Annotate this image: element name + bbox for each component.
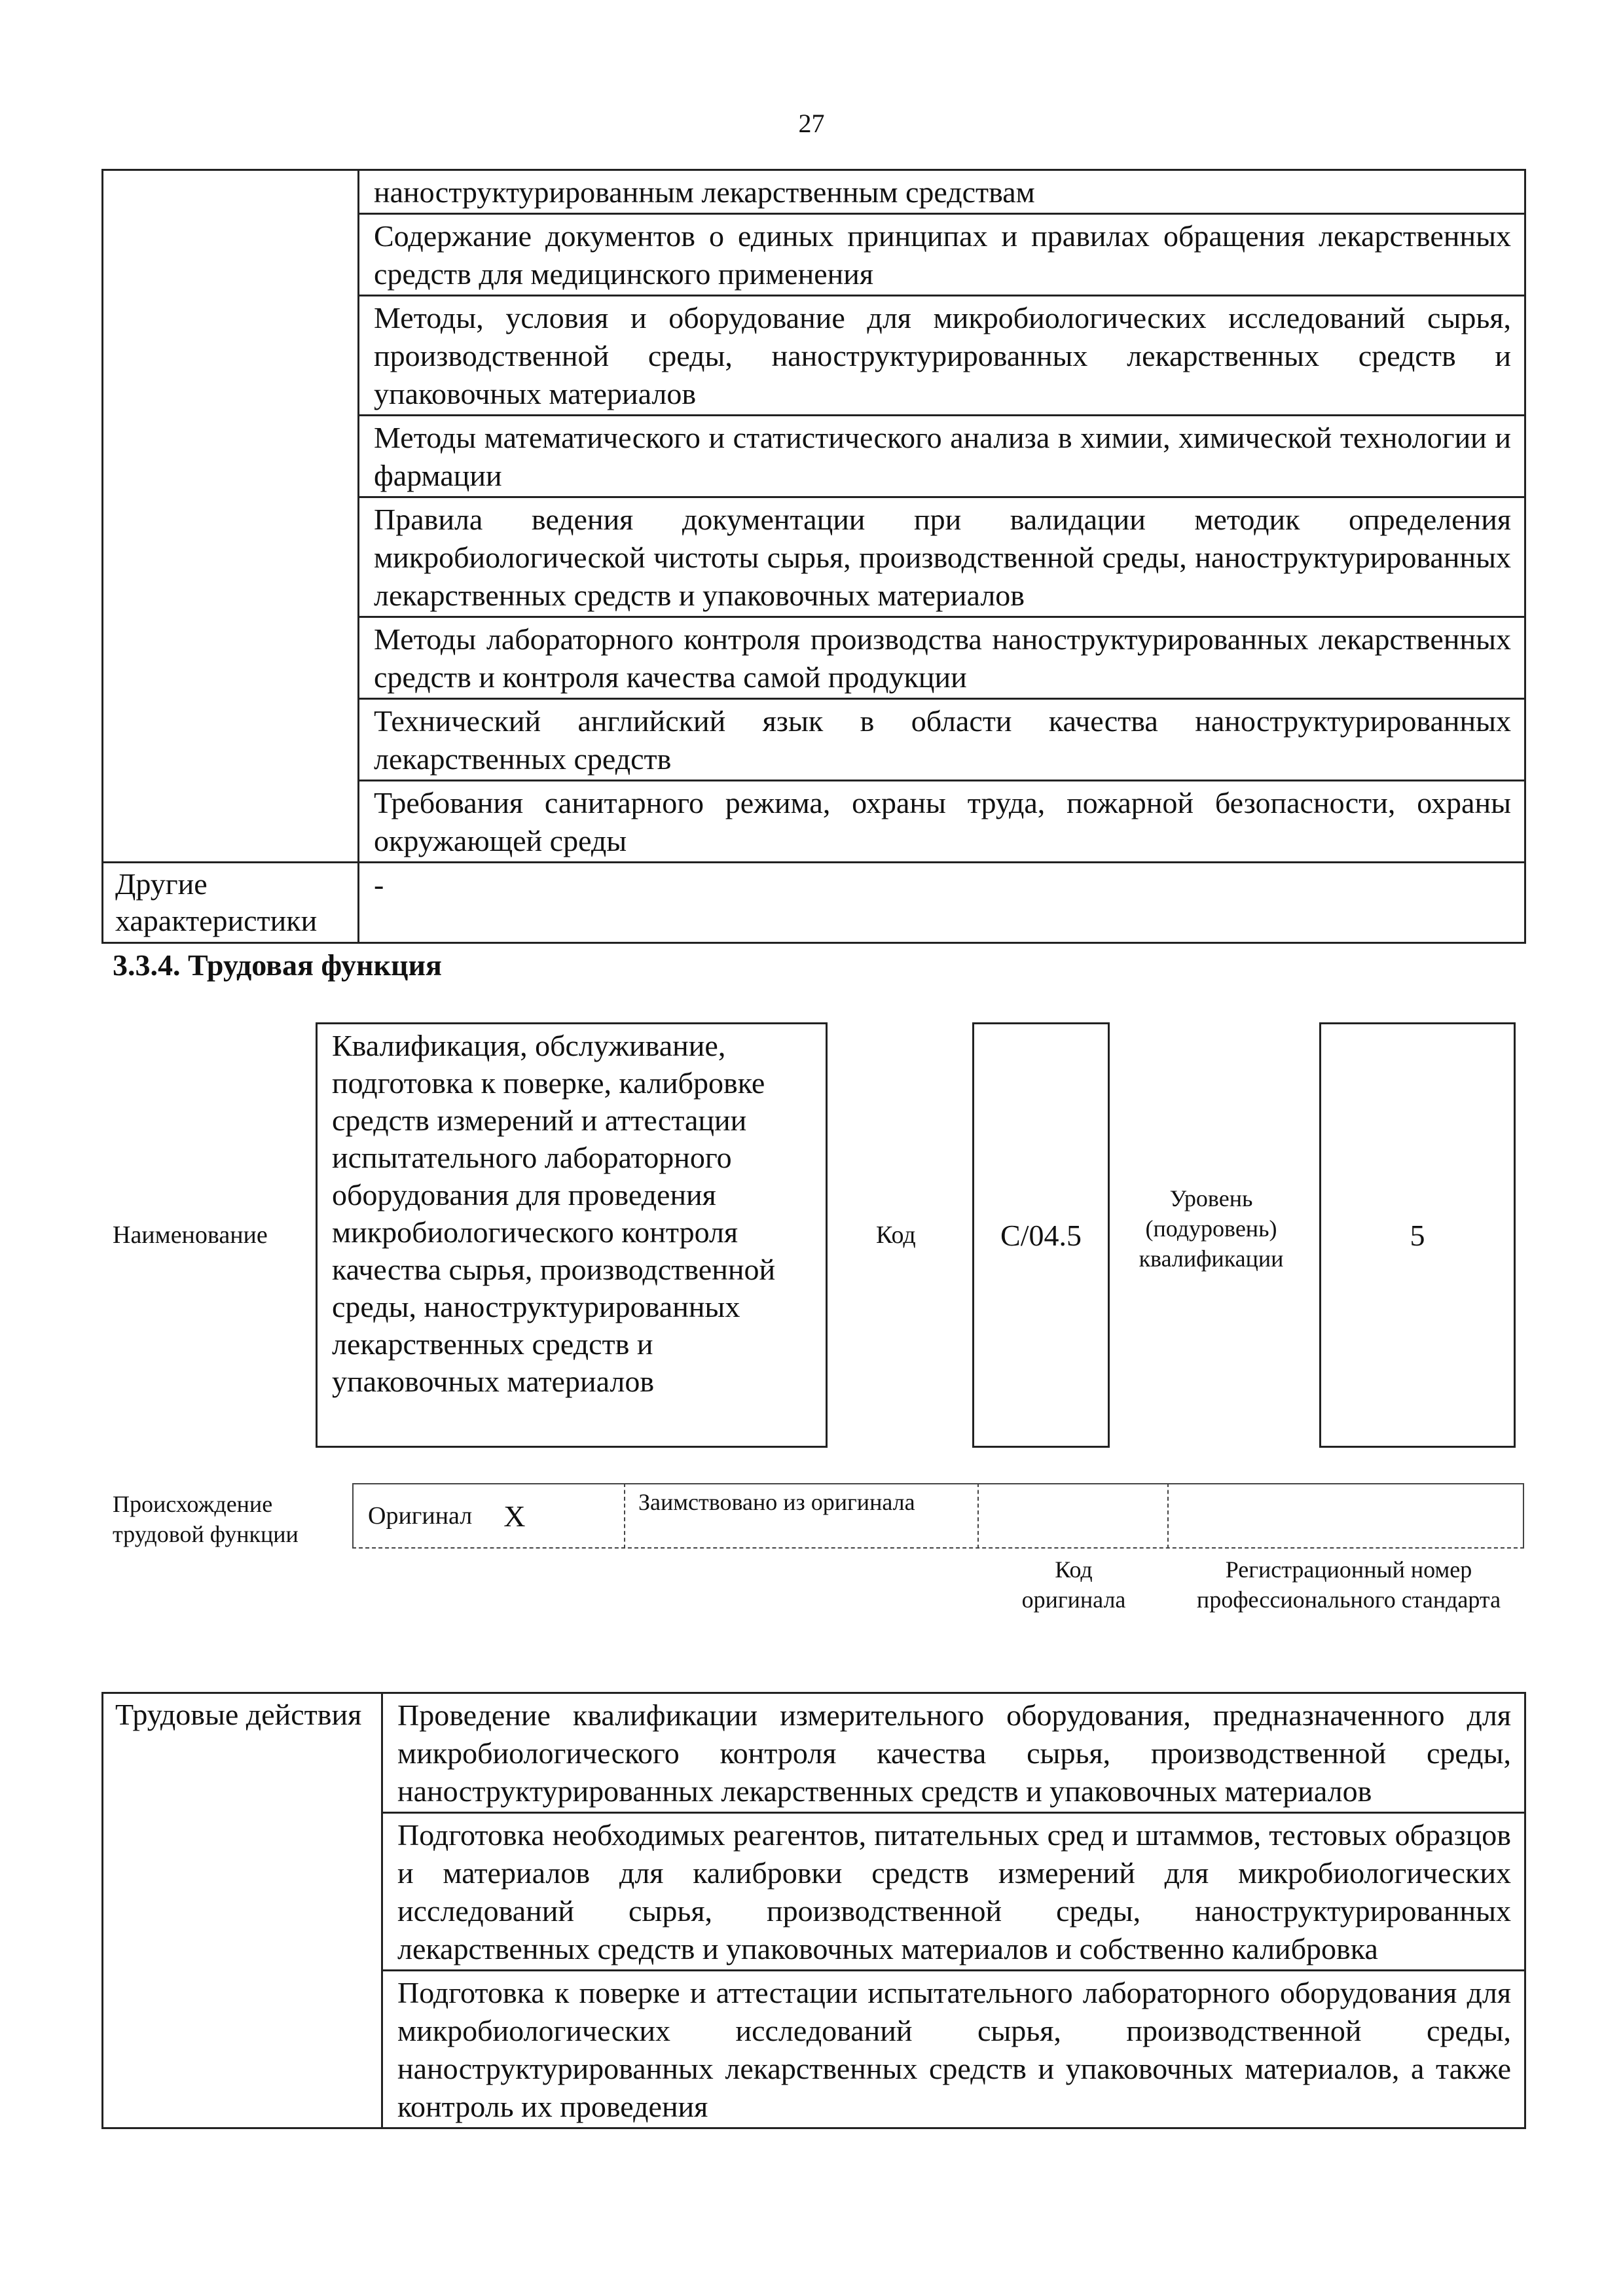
origin-reg-caption: Регистрационный номер профессионального стандарта (1196, 1556, 1501, 1613)
requirement-row: Методы математического и статистического анализа в химии, химической технологии и фармации (359, 416, 1525, 497)
labor-actions-label: Трудовые действия (103, 1693, 382, 2128)
origin-borrowed-cell: Заимствовано из оригинала (624, 1483, 977, 1549)
other-characteristics-label: Другие характеристики (103, 863, 359, 943)
requirements-left-cell (103, 170, 359, 863)
requirement-row: Методы лабораторного контроля производства наноструктурированных лекарственных средств и контроля качества самой продукции (359, 617, 1525, 699)
function-name-box: Квалификация, обслуживание, подготовка к поверке, калибровке средств измерений и аттестации испытательного лабораторного оборудования для проведения микробиологического контроля качества сырья, производственной среды, наноструктурированных лекарственных средств и упаковочных материалов (316, 1022, 828, 1448)
other-characteristics-value: - (359, 863, 1525, 943)
requirement-row: Правила ведения документации при валидации методик определения микробиологической чистоты сырья, производственной среды, наноструктурированных лекарственных средств и упаковочных материалов (359, 497, 1525, 617)
labor-action-row: Проведение квалификации измерительного оборудования, предназначенного для микробиологического контроля качества сырья, производственной среды, наноструктурированных лекарственных средств и упаковочных материалов (382, 1693, 1525, 1813)
labor-actions-table (101, 1692, 1526, 2129)
function-code-box: C/04.5 (972, 1022, 1110, 1448)
origin-code-cell (977, 1483, 1167, 1549)
requirements-table (101, 169, 1526, 944)
origin-reg-number-cell (1167, 1483, 1524, 1549)
code-label: Код (876, 1221, 916, 1249)
requirement-row: Технический английский язык в области качества наноструктурированных лекарственных средств (359, 699, 1525, 781)
requirement-row: Содержание документов о единых принципах и правилах обращения лекарственных средств для медицинского применения (359, 214, 1525, 296)
qualification-level-box: 5 (1319, 1022, 1516, 1448)
origin-original-cell (352, 1483, 624, 1549)
section-title: 3.3.4. Трудовая функция (113, 948, 442, 982)
origin-original-mark: X (503, 1499, 526, 1533)
requirement-row: наноструктурированным лекарственным средствам (359, 170, 1525, 214)
requirement-row: Методы, условия и оборудование для микробиологических исследований сырья, производственной среды, наноструктурированных лекарственных средств и упаковочных материалов (359, 296, 1525, 416)
origin-code-caption: Код оригинала (1021, 1556, 1126, 1613)
origin-original-label: Оригинал (368, 1502, 473, 1530)
labor-action-row: Подготовка необходимых реагентов, питательных сред и штаммов, тестовых образцов и материалов для калибровки средств измерений для микробиологических исследований сырья, производственной среды, наноструктурированных лекарственных средств и упаковочных материалов и собственно калибровка (382, 1813, 1525, 1971)
page-number: 27 (798, 109, 825, 138)
origin-row (352, 1483, 1524, 1549)
origin-label: Происхождение трудовой функции (113, 1491, 299, 1547)
name-label: Наименование (113, 1221, 268, 1249)
labor-action-row: Подготовка к поверке и аттестации испытательного лабораторного оборудования для микробиологических исследований сырья, производственной среды, наноструктурированных лекарственных средств и упаковочных материалов, а также контроль их проведения (382, 1971, 1525, 2128)
requirement-row: Требования санитарного режима, охраны труда, пожарной безопасности, охраны окружающей среды (359, 781, 1525, 863)
qualification-level-label: Уровень (подуровень) квалификации (1139, 1185, 1284, 1272)
